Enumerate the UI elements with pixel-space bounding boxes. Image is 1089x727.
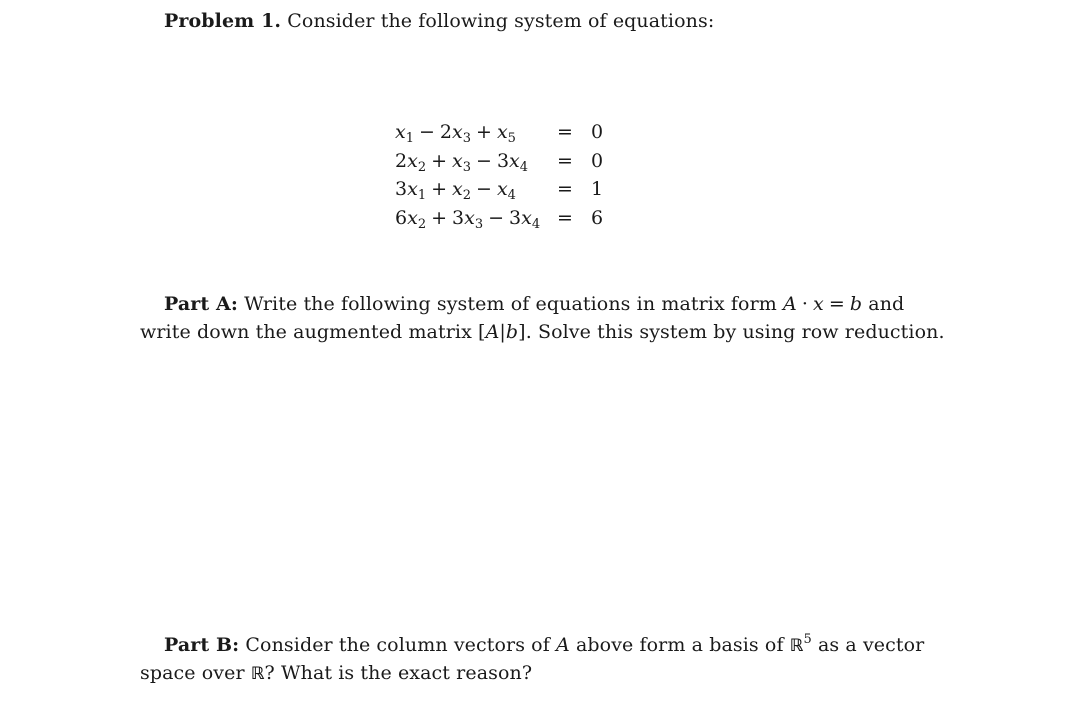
equation-lhs: $3x_1 + x_2 - x_4$ [395,178,516,203]
equation-lhs: $x_1 - 2x_3 + x_5$ [395,121,516,146]
real-field-symbol: ℝ [250,664,265,684]
equation-rhs: 0 [591,150,604,172]
part-a-text: write down the augmented matrix [140,321,472,343]
part-a-line-1 [164,293,904,315]
part-b-line-1 [164,634,924,656]
equation-rhs: 1 [591,178,604,200]
equation-lhs: $2x_2 + x_3 - 3x_4$ [395,150,529,175]
problem-heading [164,10,714,32]
part-b-text: as a vector [817,634,925,656]
equation-rhs: 6 [591,207,604,229]
part-a-line-2 [140,321,945,343]
equation-lhs: $6x_2 + 3x_3 - 3x_4$ [395,207,541,232]
matrix-form-formula: A · x = b [783,293,863,315]
equals-sign: = [557,150,573,172]
part-a-text: . Solve this system by using row reduction. [525,321,945,343]
augmented-matrix: [A|b] [478,321,526,343]
part-a-text-and: and [868,293,905,315]
real-space-symbol: ℝ$^5$ [789,632,812,656]
part-b-text: ? What is the exact reason? [264,662,533,684]
part-a-text: Write the following system of equations in matrix form [244,293,777,315]
part-a-label: Part A: [164,293,238,315]
part-b-text: Consider the column vectors of [245,634,550,656]
part-b-text: above form a basis of [575,634,784,656]
problem-label: Problem 1. [164,10,282,32]
equation-rhs: 0 [591,121,604,143]
part-b-text: space over [140,662,245,684]
part-b-line-2 [140,662,532,684]
problem-intro: Consider the following system of equations: [287,10,715,32]
matrix-a-symbol: A [556,634,570,656]
part-b-label: Part B: [164,634,240,656]
equals-sign: = [557,121,573,143]
equals-sign: = [557,178,573,200]
equals-sign: = [557,207,573,229]
